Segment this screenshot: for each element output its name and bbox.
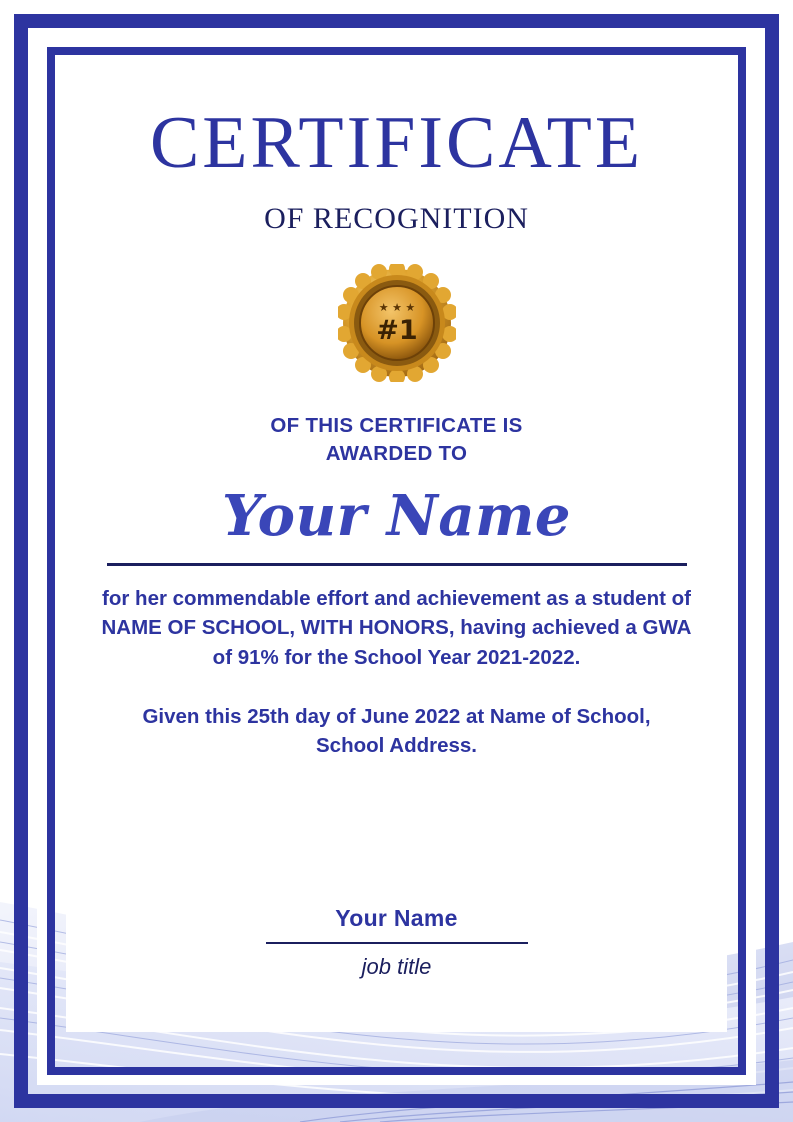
badge-stars: ★ ★ ★ — [378, 301, 415, 314]
awarded-line-1: OF THIS CERTIFICATE IS — [270, 414, 523, 437]
award-medal-icon — [338, 264, 456, 382]
recipient-name: Your Name — [221, 483, 572, 550]
certificate-subtitle: OF RECOGNITION — [264, 202, 529, 235]
signature-name: Your Name — [335, 905, 458, 931]
body-paragraph-2: Given this 25th day of June 2022 at Name of School, School Address. — [142, 704, 651, 757]
badge-container — [66, 264, 727, 382]
signature-job-title: job title — [361, 954, 432, 979]
signature-rule — [266, 942, 528, 944]
name-divider-rule — [107, 563, 687, 566]
badge-rank-text: #1 — [375, 315, 418, 346]
certificate-title: CERTIFICATE — [149, 102, 644, 184]
body-paragraph-1: for her commendable effort and achievement as a student of NAME OF SCHOOL, WITH HONORS, having achieved a GWA of 91% for the School Year 2021-2022. — [101, 587, 692, 669]
awarded-line-2: AWARDED TO — [325, 441, 468, 465]
certificate-content-panel — [66, 66, 727, 1032]
signature-block — [66, 905, 727, 980]
awarded-to-text — [66, 412, 727, 467]
